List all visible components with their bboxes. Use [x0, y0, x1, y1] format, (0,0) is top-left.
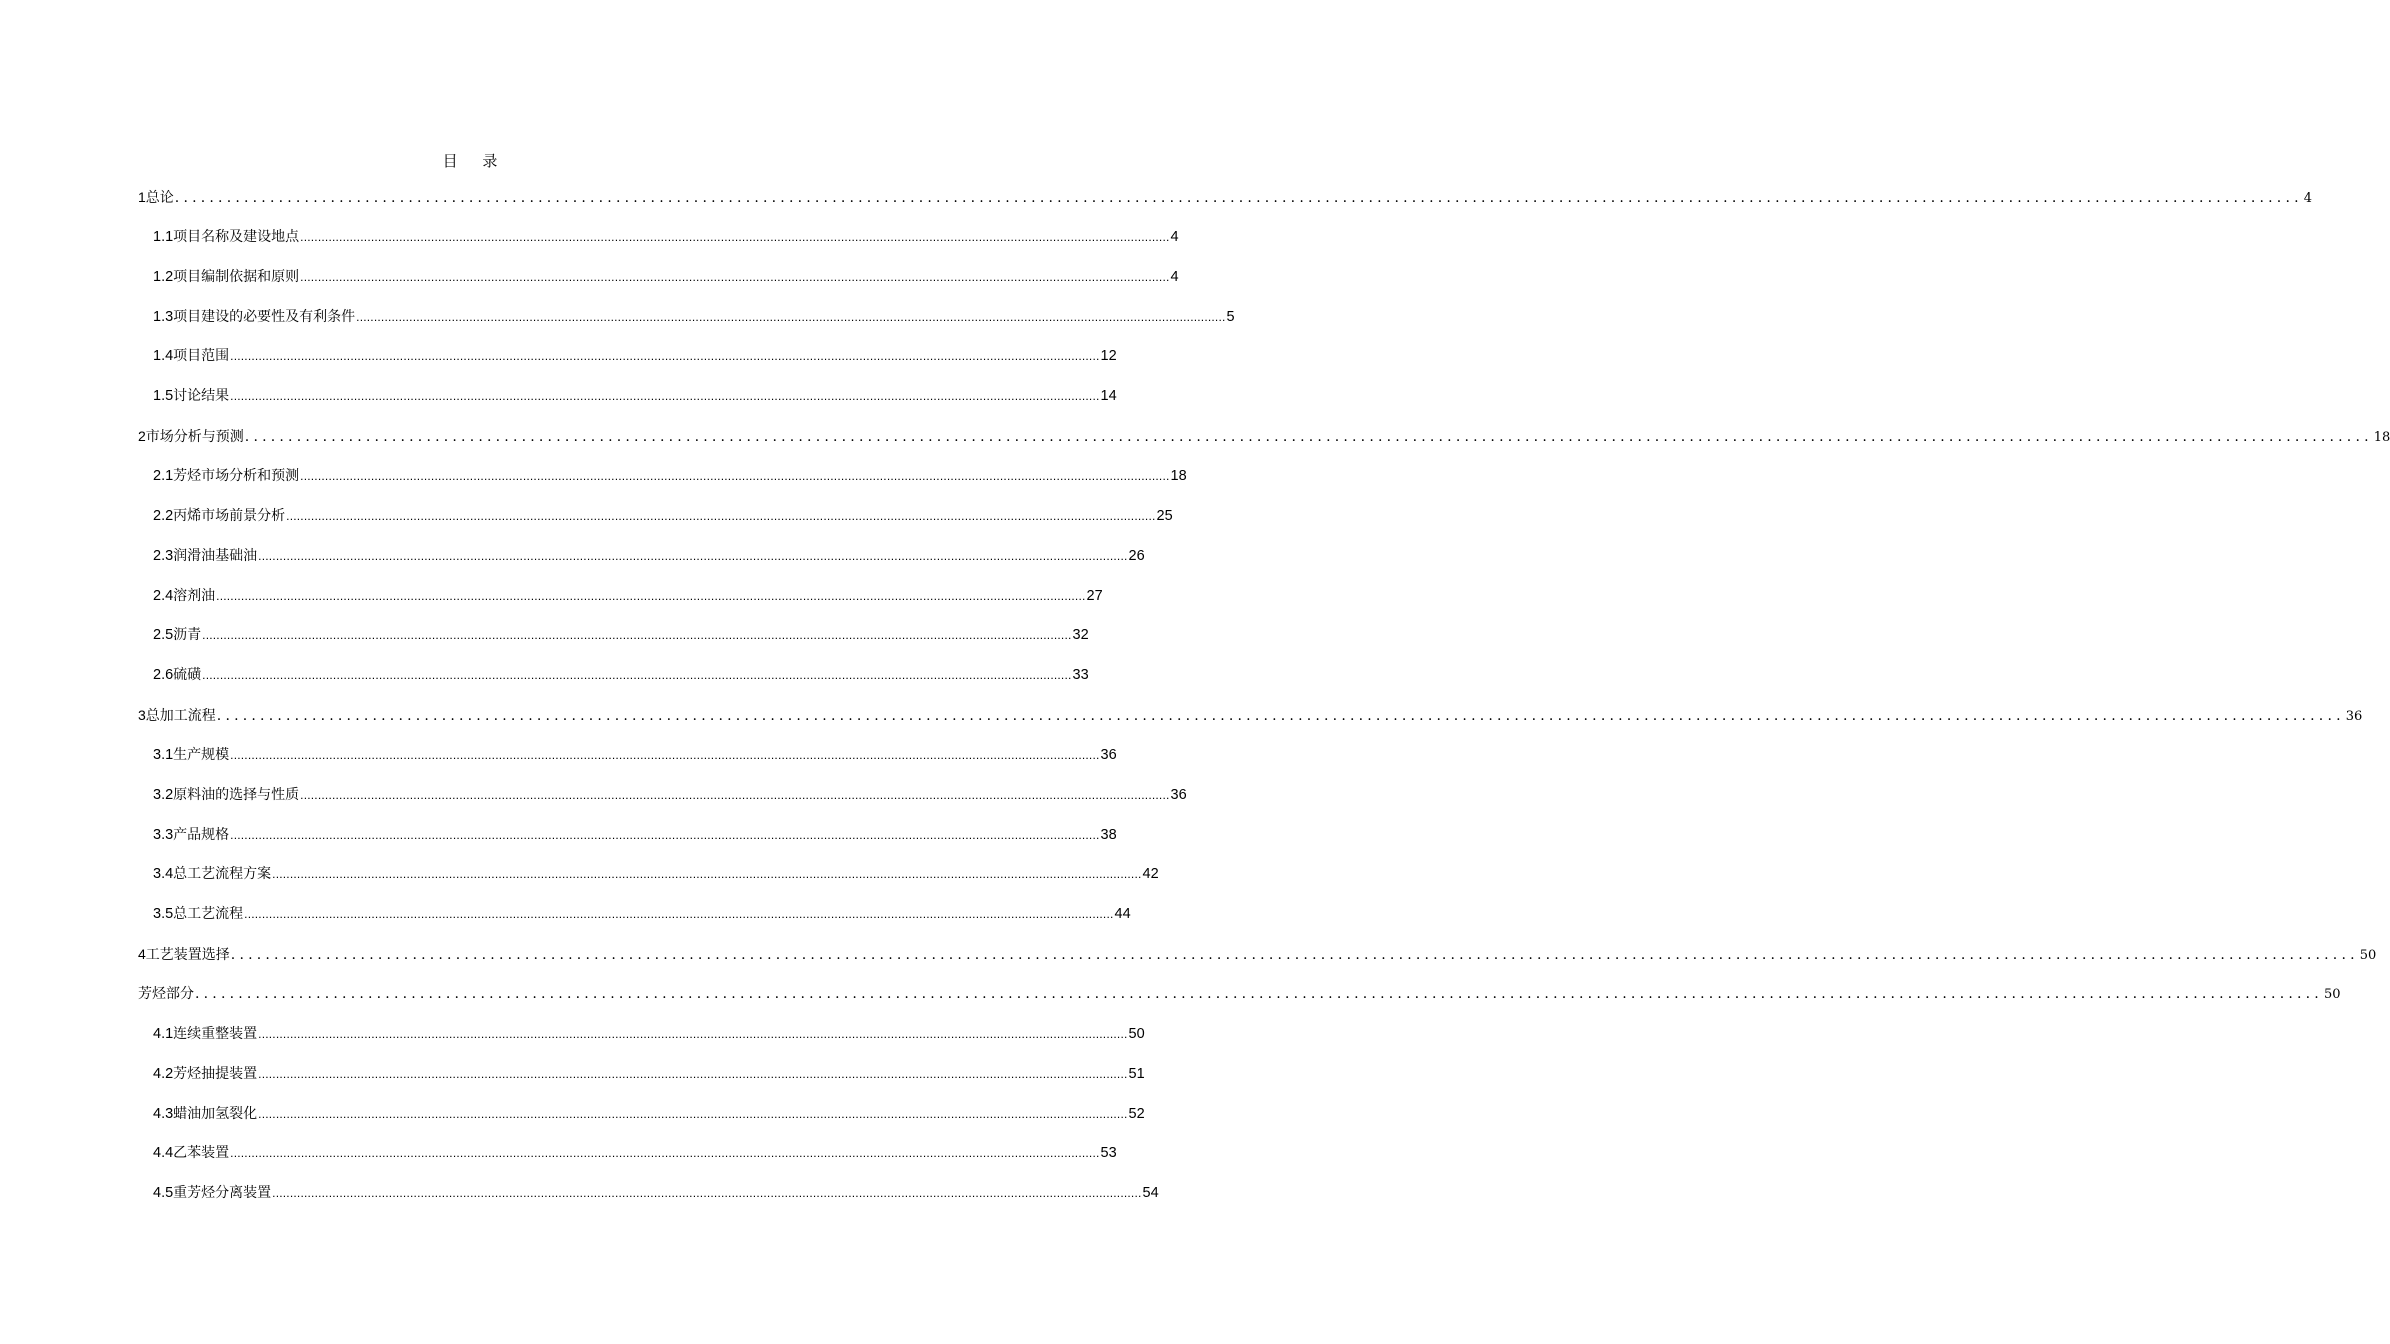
toc-leader-dots: ...................................................................................................................................................................................................................................................... — [286, 508, 1156, 523]
toc-leader-dots: ...................................................................................................................................................................................................................................................... — [258, 1026, 1128, 1041]
toc-section-entry[interactable] — [153, 825, 1117, 845]
toc-page-number: 4 — [1170, 228, 1179, 245]
toc-section-entry[interactable] — [153, 267, 1179, 287]
toc-leader-dots: ...................................................................................................................................................................................................................................................... — [300, 269, 1170, 284]
toc-section-entry[interactable] — [153, 386, 1117, 406]
toc-leader-dots: ...................................................................................................................................................................................................................................................... — [244, 429, 2373, 446]
toc-entry-number: 2.3 — [153, 547, 174, 564]
toc-entry-number: 2.4 — [153, 587, 174, 604]
toc-entry-label: 项目范围 — [173, 348, 230, 365]
toc-page-number: 32 — [1072, 627, 1089, 644]
toc-section-entry[interactable] — [153, 625, 1089, 645]
toc-page-number: 36 — [1170, 786, 1187, 803]
toc-entry-label: 总论 — [145, 190, 174, 206]
toc-section-entry[interactable] — [153, 586, 1103, 606]
toc-chapter-entry[interactable] — [138, 426, 2390, 446]
toc-entry-label: 芳烃部分 — [138, 986, 194, 1002]
toc-entry-number: 1.2 — [153, 268, 174, 285]
toc-page-number: 25 — [1156, 507, 1173, 524]
toc-page-number: 54 — [1142, 1185, 1159, 1202]
toc-leader-dots: ...................................................................................................................................................................................................................................................... — [174, 190, 2303, 206]
toc-entry-number: 2.6 — [153, 667, 174, 684]
toc-leader-dots: ...................................................................................................................................................................................................................................................... — [300, 787, 1170, 802]
toc-page-number: 27 — [1086, 587, 1103, 604]
toc-entry-label: 芳烃市场分析和预测 — [173, 467, 300, 484]
toc-entry-label: 溶剂油 — [173, 587, 216, 604]
toc-entry-label: 项目编制依据和原则 — [173, 268, 300, 285]
toc-entry-label: 项目建设的必要性及有利条件 — [173, 308, 356, 325]
toc-section-entry[interactable] — [153, 1104, 1145, 1124]
toc-page-number: 50 — [2323, 987, 2341, 1002]
toc-entry-number: 4.1 — [153, 1025, 174, 1042]
toc-chapter-entry[interactable] — [138, 944, 2377, 964]
toc-leader-dots: ...................................................................................................................................................................................................................................................... — [216, 588, 1086, 603]
toc-entry-number: 1.3 — [153, 308, 174, 325]
toc-entry-label: 润滑油基础油 — [173, 547, 258, 564]
toc-entry-number: 2.2 — [153, 507, 174, 524]
toc-section-entry[interactable] — [153, 227, 1179, 247]
toc-entry-label: 乙苯装置 — [173, 1145, 230, 1162]
toc-entry-label: 产品规格 — [173, 826, 230, 843]
toc-page-number: 50 — [2359, 948, 2377, 964]
toc-section-entry[interactable] — [153, 1024, 1145, 1044]
toc-leader-dots: ...................................................................................................................................................................................................................................................... — [230, 747, 1100, 762]
toc-entry-label: 沥青 — [173, 627, 202, 644]
toc-entry-label: 总工艺流程方案 — [173, 866, 272, 883]
toc-page-number: 18 — [2373, 430, 2390, 446]
toc-section-entry[interactable] — [153, 546, 1145, 566]
toc-page-number: 50 — [1128, 1025, 1145, 1042]
toc-page-number: 42 — [1142, 866, 1159, 883]
toc-section-entry[interactable] — [153, 1064, 1145, 1084]
toc-entry-number: 3.3 — [153, 826, 174, 843]
toc-leader-dots: ...................................................................................................................................................................................................................................................... — [216, 708, 2345, 725]
toc-entry-number: 3.4 — [153, 866, 174, 883]
toc-section-entry[interactable] — [153, 1183, 1159, 1203]
toc-entry-number: 4.2 — [153, 1065, 174, 1082]
toc-entry-number: 4 — [138, 946, 146, 963]
toc-page-number: 14 — [1100, 388, 1117, 405]
toc-page-number: 51 — [1128, 1065, 1145, 1082]
toc-entry-number: 2 — [138, 428, 146, 445]
toc-entry-label: 连续重整装置 — [173, 1025, 258, 1042]
toc-leader-dots: ...................................................................................................................................................................................................................................................... — [258, 1106, 1128, 1121]
toc-entry-number: 3.2 — [153, 786, 174, 803]
toc-section-entry[interactable] — [153, 785, 1187, 805]
toc-entry-number: 2.5 — [153, 627, 174, 644]
toc-chapter-entry[interactable] — [138, 984, 2341, 1004]
toc-leader-dots: ...................................................................................................................................................................................................................................................... — [230, 349, 1100, 364]
toc-entry-label: 丙烯市场前景分析 — [173, 507, 286, 524]
toc-leader-dots: ...................................................................................................................................................................................................................................................... — [272, 867, 1142, 882]
toc-entry-label: 原料油的选择与性质 — [173, 786, 300, 803]
toc-entry-label: 项目名称及建设地点 — [173, 228, 300, 245]
toc-entry-number: 3.1 — [153, 746, 174, 763]
toc-entry-label: 硫磺 — [173, 667, 202, 684]
toc-leader-dots: ...................................................................................................................................................................................................................................................... — [230, 827, 1100, 842]
toc-page-number: 36 — [1100, 746, 1117, 763]
toc-entry-label: 芳烃抽提装置 — [173, 1065, 258, 1082]
toc-chapter-entry[interactable] — [138, 705, 2363, 725]
toc-section-entry[interactable] — [153, 1143, 1117, 1163]
toc-entry-number: 4.3 — [153, 1105, 174, 1122]
toc-page-number: 12 — [1100, 348, 1117, 365]
toc-page-number: 36 — [2345, 709, 2363, 725]
toc-leader-dots: ...................................................................................................................................................................................................................................................... — [195, 986, 2323, 1002]
toc-page-number: 44 — [1114, 906, 1131, 923]
toc-page-number: 26 — [1128, 547, 1145, 564]
toc-entry-number: 3 — [138, 707, 146, 724]
toc-leader-dots: ...................................................................................................................................................................................................................................................... — [300, 229, 1170, 244]
toc-section-entry[interactable] — [153, 346, 1117, 366]
toc-section-entry[interactable] — [153, 745, 1117, 765]
toc-leader-dots: ...................................................................................................................................................................................................................................................... — [202, 668, 1072, 683]
toc-entry-number: 4.5 — [153, 1185, 174, 1202]
toc-entry-number: 2.1 — [153, 467, 174, 484]
toc-entry-number: 1.5 — [153, 388, 174, 405]
toc-leader-dots: ...................................................................................................................................................................................................................................................... — [258, 1066, 1128, 1081]
toc-entry-label: 重芳烃分离装置 — [173, 1185, 272, 1202]
toc-entry-number: 1 — [138, 189, 146, 205]
toc-section-entry[interactable] — [153, 466, 1187, 486]
toc-entry-label: 生产规模 — [173, 746, 230, 763]
toc-entry-label: 工艺装置选择 — [145, 947, 230, 964]
toc-entry-label: 总工艺流程 — [173, 906, 244, 923]
toc-leader-dots: ...................................................................................................................................................................................................................................................... — [230, 1146, 1100, 1161]
toc-leader-dots: ...................................................................................................................................................................................................................................................... — [244, 907, 1114, 922]
toc-entry-label: 总加工流程 — [145, 708, 216, 725]
toc-section-entry[interactable] — [153, 506, 1173, 526]
toc-page-number: 4 — [1170, 268, 1179, 285]
toc-entry-number: 4.4 — [153, 1145, 174, 1162]
toc-leader-dots: ...................................................................................................................................................................................................................................................... — [356, 309, 1226, 324]
toc-entry-label: 讨论结果 — [173, 388, 230, 405]
toc-entry-number: 1.4 — [153, 348, 174, 365]
toc-entry-number: 3.5 — [153, 906, 174, 923]
toc-entry-label: 市场分析与预测 — [145, 429, 244, 446]
toc-leader-dots: ...................................................................................................................................................................................................................................................... — [258, 548, 1128, 563]
toc-page-number: 4 — [2303, 191, 2313, 206]
toc-page-number: 18 — [1170, 467, 1187, 484]
toc-page-number: 38 — [1100, 826, 1117, 843]
toc-page-number: 53 — [1100, 1145, 1117, 1162]
toc-entry-label: 蜡油加氢裂化 — [173, 1105, 258, 1122]
toc-section-entry[interactable] — [153, 665, 1089, 685]
toc-entry-number: 1.1 — [153, 228, 174, 245]
toc-leader-dots: ...................................................................................................................................................................................................................................................... — [300, 468, 1170, 483]
toc-leader-dots: ...................................................................................................................................................................................................................................................... — [230, 947, 2359, 964]
toc-page-number: 52 — [1128, 1105, 1145, 1122]
toc-title: 目 录 — [442, 152, 508, 170]
toc-section-entry[interactable] — [153, 307, 1235, 327]
toc-page-number: 33 — [1072, 667, 1089, 684]
toc-chapter-entry[interactable] — [138, 187, 2313, 207]
toc-section-entry[interactable] — [153, 904, 1131, 924]
toc-section-entry[interactable] — [153, 864, 1159, 884]
toc-page-number: 5 — [1226, 308, 1235, 325]
toc-leader-dots: ...................................................................................................................................................................................................................................................... — [230, 389, 1100, 404]
toc-leader-dots: ...................................................................................................................................................................................................................................................... — [272, 1186, 1142, 1201]
toc-leader-dots: ...................................................................................................................................................................................................................................................... — [202, 628, 1072, 643]
